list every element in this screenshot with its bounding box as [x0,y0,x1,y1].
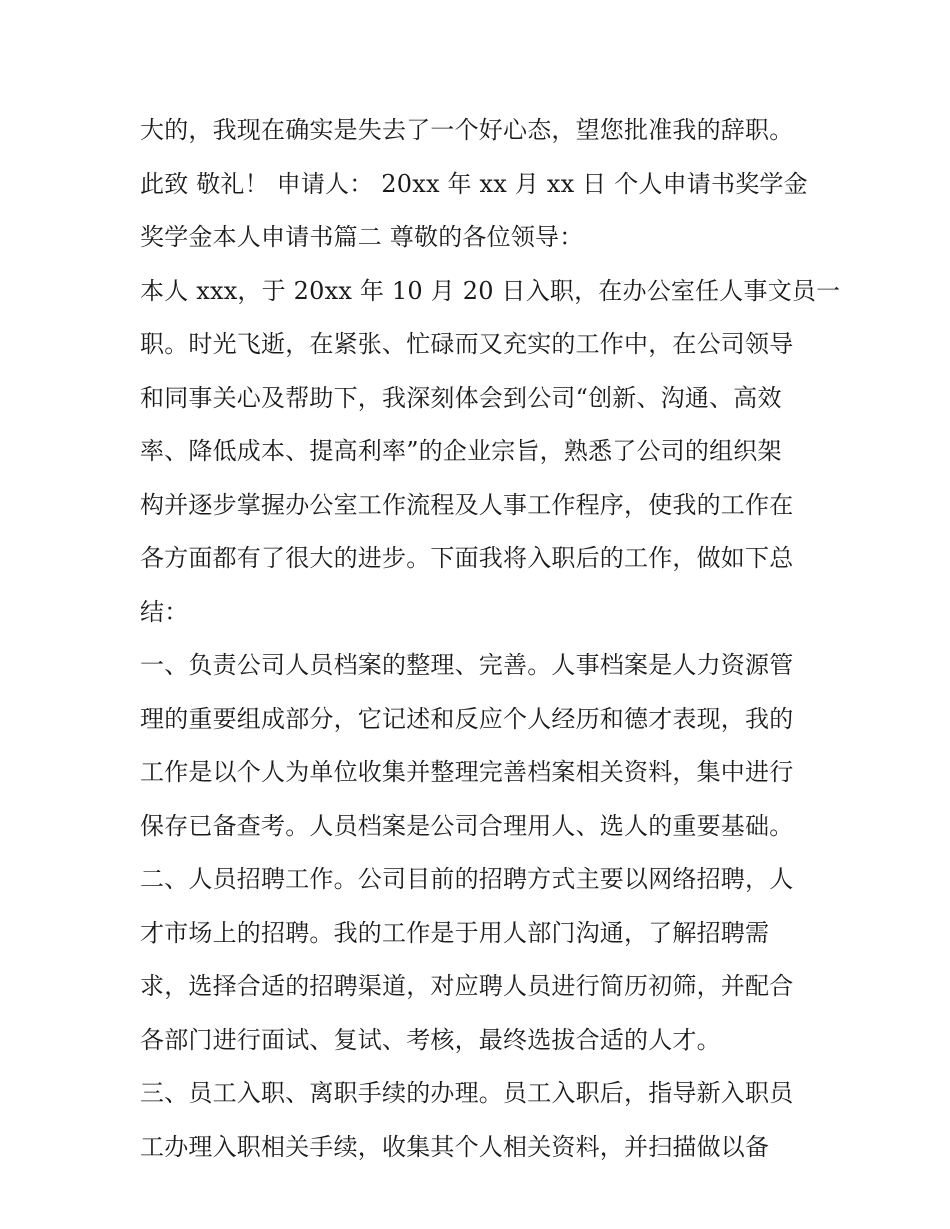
text-line-5: 职。时光飞逝，在紧张、忙碌而又充实的工作中，在公司领导 [140,330,794,358]
text-line-19: 三、员工入职、离职手续的办理。员工入职后，指导新入职员 [140,1079,794,1107]
text-line-17: 求，选择合适的招聘渠道，对应聘人员进行简历初筛，并配合 [140,972,794,1000]
text-line-6: 和同事关心及帮助下，我深刻体会到公司“创新、沟通、高效 [140,383,782,412]
text-line-12: 理的重要组成部分，它记述和反应个人经历和德才表现，我的 [140,704,794,733]
text-line-3: 奖学金本人申请书篇二 尊敬的各位领导： [140,223,584,251]
text-line-10: 结： [140,597,189,626]
text-line-4: 本人 xxx，于 20xx 年 10 月 20 日入职，在办公室任人事文员一 [140,276,841,305]
text-line-18: 各部门进行面试、复试、考核，最终选拔合适的人才。 [140,1025,721,1054]
text-line-9: 各方面都有了很大的进步。下面我将入职后的工作，做如下总 [140,544,794,572]
text-line-11: 一、负责公司人员档案的整理、完善。人事档案是人力资源管 [140,651,794,679]
text-line-8: 构并逐步掌握办公室工作流程及人事工作程序，使我的工作在 [140,490,794,519]
text-line-20: 工办理入职相关手续，收集其个人相关资料，并扫描做以备 [140,1132,770,1161]
text-line-1: 大的，我现在确实是失去了一个好心态，望您批准我的辞职。 [140,116,794,144]
text-line-7: 率、降低成本、提高利率”的企业宗旨，熟悉了公司的组织架 [140,437,782,465]
text-line-14: 保存已备查考。人员档案是公司合理用人、选人的重要基础。 [140,811,794,840]
text-line-13: 工作是以个人为单位收集并整理完善档案相关资料，集中进行 [140,758,794,786]
text-line-15: 二、人员招聘工作。公司目前的招聘方式主要以网络招聘，人 [140,865,794,893]
text-line-2: 此致 敬礼！ 申请人： 20xx 年 xx 月 xx 日 个人申请书奖学金 [140,169,808,198]
document-body [140,104,841,1174]
text-line-16: 才市场上的招聘。我的工作是于用人部门沟通，了解招聘需 [140,918,770,947]
